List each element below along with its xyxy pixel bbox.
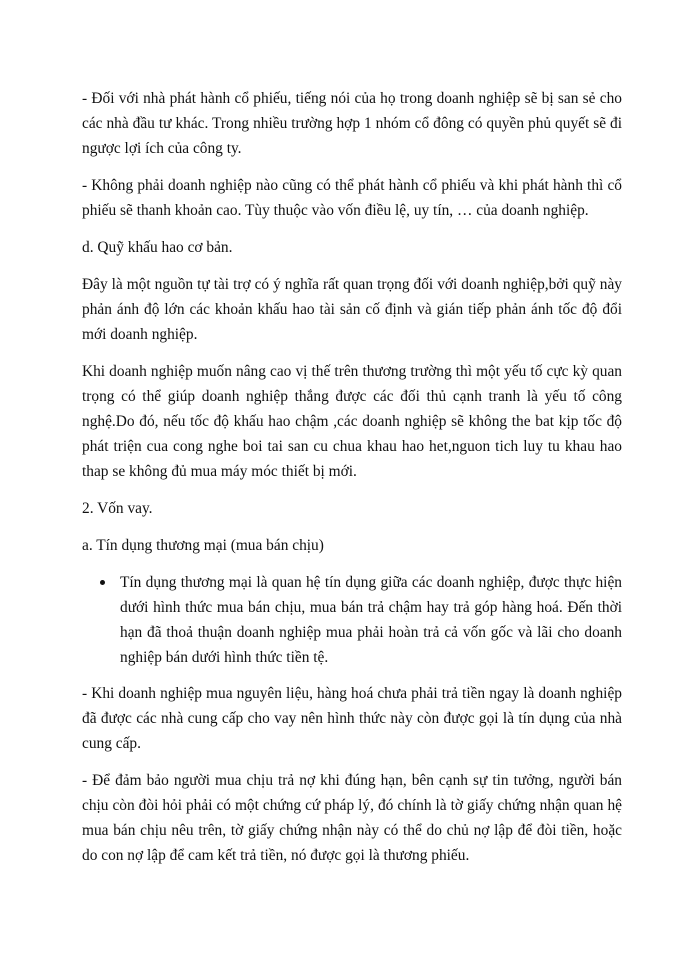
paragraph-not-all-firms: - Không phải doanh nghiệp nào cũng có thể phát hành cổ phiếu và khi phát hành thì cổ phiếu sẽ thanh khoản cao. Tùy thuộc vào vốn điều lệ, uy tín, … của doanh nghiệp. [82, 177, 622, 219]
bullet-list [82, 570, 622, 670]
paragraph-technology: Khi doanh nghiệp muốn nâng cao vị thế trên thương trường thì một yếu tố cực kỳ quan trọng có thể giúp doanh nghiệp thắng được các đối thủ cạnh tranh là yếu tố công nghệ.Do đó, nếu tốc độ khấu hao chậm ,các doanh nghiệp sẽ không the bat kịp tốc độ phát triện cua cong nghe boi tai san cu chua khau hao het,nguon tich luy tu khau hao thap se không đủ mua máy móc thiết bị mới. [82, 363, 622, 480]
bullet-text: Tín dụng thương mại là quan hệ tín dụng giữa các doanh nghiệp, được thực hiện dưới hình thức mua bán chịu, mua bán trả chậm hay trả góp hàng hoá. Đến thời hạn đã thoả thuận doanh nghiệp mua phải hoàn trả cả vốn gốc và lãi cho doanh nghiệp bán dưới hình thức tiền tệ. [120, 574, 622, 666]
document-body [82, 86, 622, 880]
heading-depreciation-fund: d. Quỹ khấu hao cơ bản. [82, 239, 233, 256]
paragraph-self-financing: Đây là một nguồn tự tài trợ có ý nghĩa rất quan trọng đối với doanh nghiệp,bởi quỹ này phản ánh độ lớn các khoản khấu hao tài sản cố định và gián tiếp phản ánh tốc độ đổi mới doanh nghiệp. [82, 276, 622, 343]
list-item [82, 570, 622, 670]
paragraph-issuer-voice: - Đối với nhà phát hành cổ phiếu, tiếng nói của họ trong doanh nghiệp sẽ bị san sẻ cho các nhà đầu tư khác. Trong nhiều trường hợp 1 nhóm cổ đông có quyền phủ quyết sẽ đi ngược lợi ích của công ty. [82, 90, 622, 157]
heading-borrowed-capital: 2. Vốn vay. [82, 500, 153, 517]
heading-trade-credit: a. Tín dụng thương mại (mua bán chịu) [82, 537, 324, 554]
paragraph-promissory-note: - Để đảm bảo người mua chịu trả nợ khi đúng hạn, bên cạnh sự tin tưởng, người bán chịu còn đòi hỏi phải có một chứng cứ pháp lý, đó chính là tờ giấy chứng nhận quan hệ mua bán chịu nêu trên, tờ giấy chứng nhận này có thể do chủ nợ lập để đòi tiền, hoặc do con nợ lập để cam kết trả tiền, nó được gọi là thương phiếu. [82, 772, 622, 864]
bullet-icon [100, 580, 105, 585]
paragraph-supplier-credit: - Khi doanh nghiệp mua nguyên liệu, hàng hoá chưa phải trả tiền ngay là doanh nghiệp đã được các nhà cung cấp cho vay nên hình thức này còn được gọi là tín dụng của nhà cung cấp. [82, 685, 622, 752]
